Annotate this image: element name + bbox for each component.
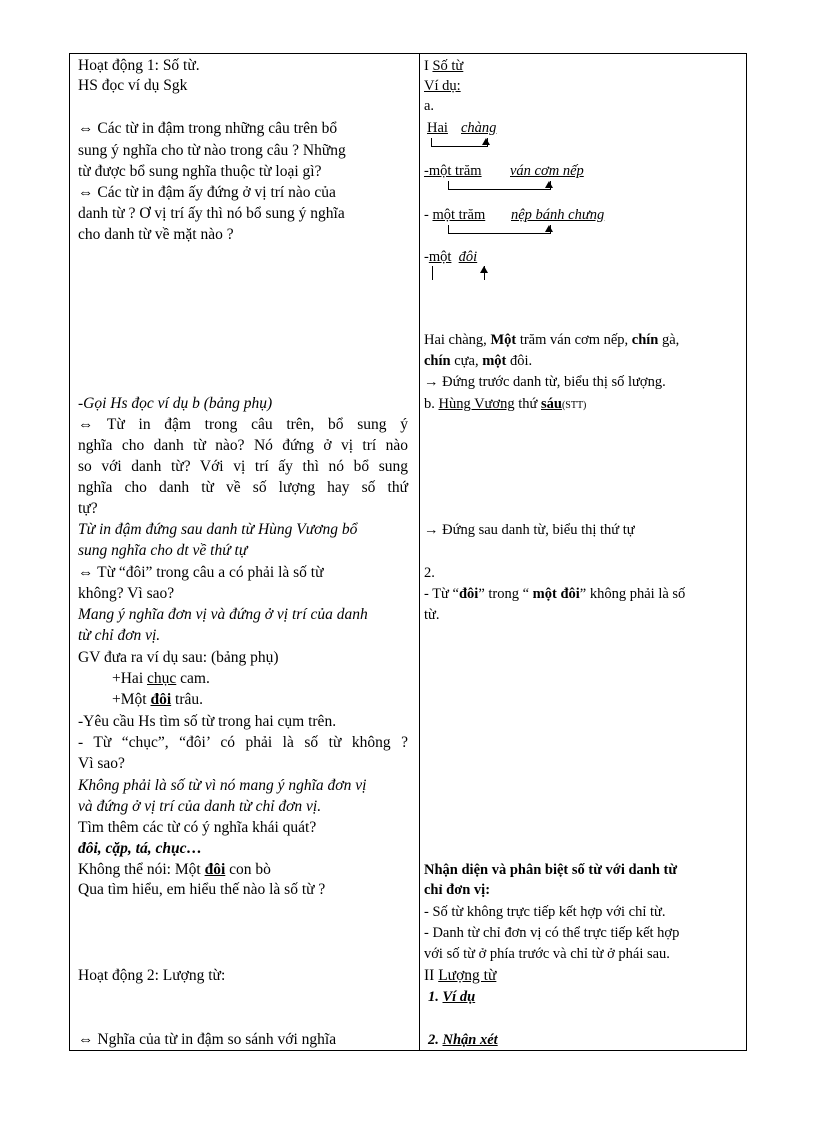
find-more-words: Tìm thêm các từ có ý nghĩa khái quát?: [78, 819, 317, 836]
lesson-table: [69, 53, 747, 1051]
example-a-label: a.: [424, 98, 435, 114]
question-2-line: tự?: [78, 500, 98, 517]
answer-4-line: và đứng ở vị trí của danh từ chỉ đơn vị.: [78, 798, 322, 815]
question-3-line: không? Vì sao?: [78, 585, 175, 602]
answer-2-line: sung nghĩa cho dt về thứ tự: [78, 542, 248, 559]
question-1-line: ⇔ Các từ in đậm trong những câu trên bổ: [78, 120, 338, 137]
question-2-line: so với danh từ? Với vị trí ấy thì nó bổ sung: [78, 458, 408, 475]
word-mot-doi: -một đôi: [424, 249, 478, 265]
word-van-com-nep: ván cơm nếp: [510, 163, 584, 179]
question-2-line: nghĩa cho danh từ về số lượng hay số thứ: [78, 479, 408, 496]
teacher-example-intro: GV đưa ra ví dụ sau: (bảng phụ): [78, 649, 279, 666]
modifier-bracket: [448, 181, 551, 190]
example-hai-chuc: +Hai chục cam.: [112, 670, 210, 687]
question-2-line: nghĩa cho danh từ nào? Nó đứng ở vị trí nào: [78, 437, 408, 454]
point-2-label: 2.: [424, 565, 435, 581]
hs-read-instruction: HS đọc ví dụ Sgk: [78, 77, 188, 94]
rule-bullet-2: - Danh từ chỉ đơn vị có thể trực tiếp kết hợp: [424, 925, 680, 941]
summary-question: Qua tìm hiểu, em hiểu thế nào là số từ ?: [78, 881, 326, 898]
subsection-example: 1. Ví dụ: [428, 989, 476, 1005]
column-divider: [419, 54, 420, 1050]
word-nep-banh-chung: nệp bánh chưng: [511, 207, 605, 223]
question-1-line: danh từ ? Ơ vị trí ấy thì nó bổ sung ý nghĩa: [78, 205, 345, 222]
rule-bullet-2: với số từ ở phía trước và chỉ từ ở phái sau.: [424, 946, 670, 962]
example-b-line: b. Hùng Vương thứ sáu(STT): [424, 396, 587, 412]
activity-2-heading: Hoạt động 2: Lượng từ:: [78, 967, 226, 984]
arrow-up-icon: [545, 181, 553, 188]
doi-not-number-line-2: từ.: [424, 607, 440, 623]
modifier-bracket: [448, 225, 551, 234]
modifier-bracket: [431, 138, 488, 147]
word-hai: Hai: [427, 120, 448, 136]
identify-heading: Nhận diện và phân biệt số từ với danh từ: [424, 862, 678, 878]
answer-3-line: từ chỉ đơn vị.: [78, 627, 161, 644]
conclusion-after-noun: → Đứng sau danh từ, biểu thị thứ tự: [424, 522, 635, 538]
rule-bullet-1: - Số từ không trực tiếp kết hợp với chỉ từ.: [424, 904, 666, 920]
arrow-up-icon: [545, 225, 553, 232]
example-label: Ví dụ:: [424, 78, 461, 94]
general-words-examples: đôi, cặp, tá, chục…: [78, 840, 202, 857]
arrow-up-icon: [482, 138, 490, 145]
section-1-heading: I Số từ: [424, 58, 464, 74]
question-1-line: cho danh từ về mặt nào ?: [78, 226, 234, 243]
word-mot-tram: -một trăm: [424, 163, 482, 179]
doi-not-number-line: - Từ “đôi” trong “ một đôi” không phải là số: [424, 586, 686, 602]
conclusion-before-noun: → Đứng trước danh từ, biểu thị số lượng.: [424, 374, 666, 390]
question-4-line: - Từ “chục”, “đôi’ có phải là số từ không ?: [78, 734, 408, 751]
find-number-words: -Yêu cầu Hs tìm số từ trong hai cụm trên.: [78, 713, 337, 730]
arrow-up-icon: [480, 266, 488, 273]
question-1-line: sung ý nghĩa cho từ nào trong câu ? Những: [78, 142, 346, 159]
identify-heading: chỉ đơn vị:: [424, 882, 491, 898]
section-2-heading: II Lượng từ: [424, 967, 497, 984]
question-4-line: Vì sao?: [78, 755, 125, 772]
word-mot-tram-2: - một trăm: [424, 207, 486, 223]
question-1-line: từ được bổ sung nghĩa thuộc từ loại gì?: [78, 163, 322, 180]
cannot-say-line: Không thể nói: Một đôi con bò: [78, 861, 271, 878]
question-2-line: ⇔ Từ in đậm trong câu trên, bổ sung ý: [78, 416, 408, 433]
answer-2-line: Từ in đậm đứng sau danh từ Hùng Vương bổ: [78, 521, 358, 538]
example-mot-doi: +Một đôi trâu.: [112, 691, 204, 708]
word-chang: chàng: [461, 120, 497, 136]
answer-3-line: Mang ý nghĩa đơn vị và đứng ở vị trí của danh: [78, 606, 368, 623]
question-5-line: ⇔ Nghĩa của từ in đậm so sánh với nghĩa: [78, 1031, 337, 1048]
question-3-line: ⇔ Từ “đôi” trong câu a có phải là số từ: [78, 564, 324, 581]
summary-line-2: chín cựa, một đôi.: [424, 353, 533, 369]
summary-line-1: Hai chàng, Một trăm ván cơm nếp, chín gà,: [424, 332, 680, 348]
question-1-line: ⇔ Các từ in đậm ấy đứng ở vị trí nào của: [78, 184, 336, 201]
activity-1-heading: Hoạt động 1: Số từ.: [78, 57, 200, 74]
bracket-left-tick: [432, 266, 433, 280]
answer-4-line: Không phải là số từ vì nó mang ý nghĩa đơn vị: [78, 777, 367, 794]
subsection-remark: 2. Nhận xét: [428, 1032, 498, 1048]
call-student-note: -Gọi Hs đọc ví dụ b (bảng phụ): [78, 395, 273, 412]
